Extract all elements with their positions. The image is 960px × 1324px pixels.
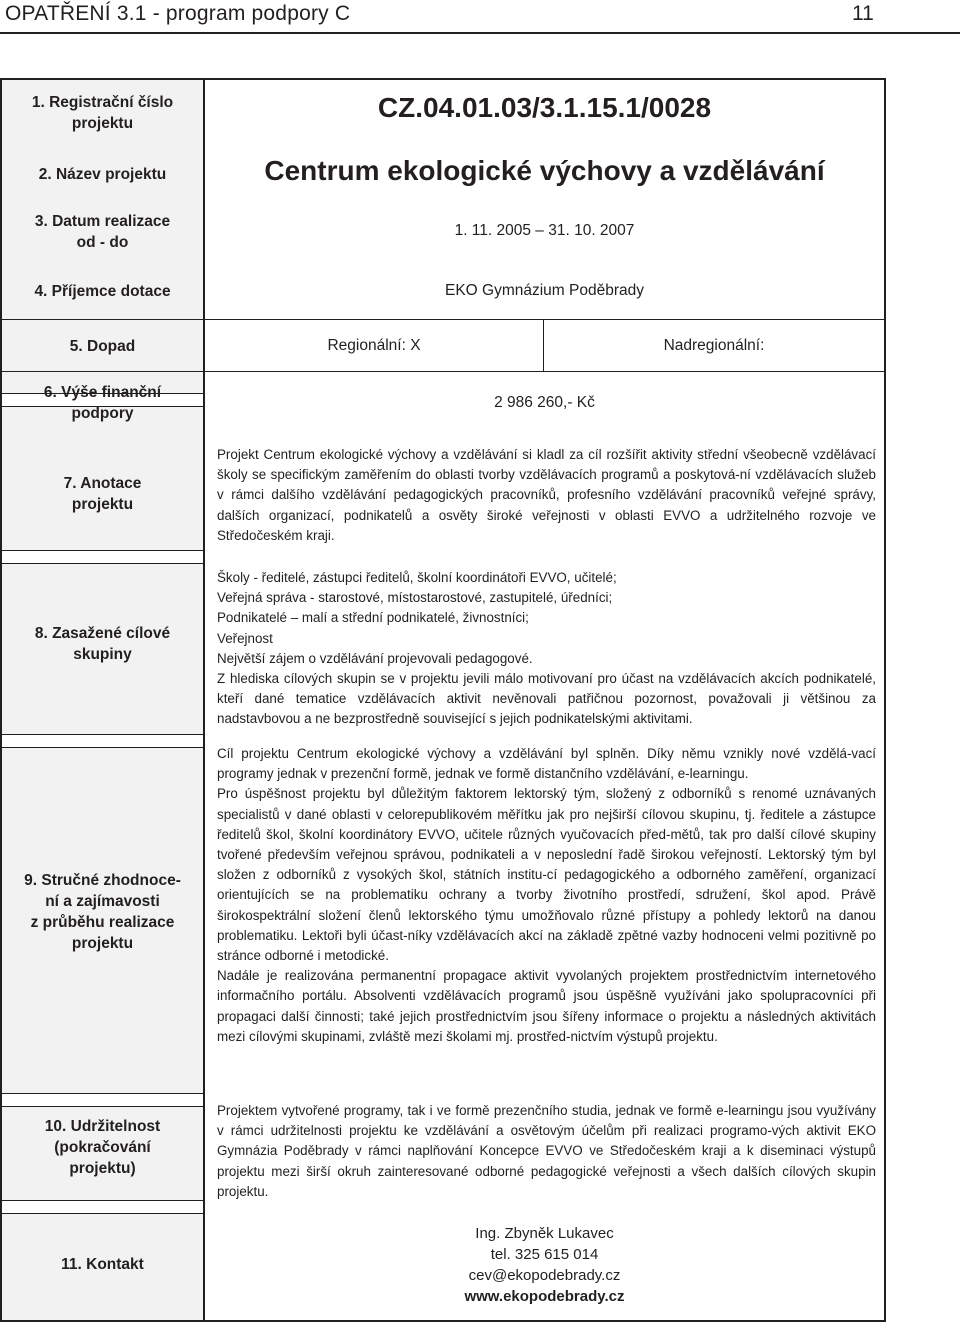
label-line: z průběhu realizace <box>30 914 175 931</box>
label-line: projektu <box>71 935 134 952</box>
contact-phone: tel. 325 615 014 <box>490 1246 599 1263</box>
label-separator <box>2 1093 203 1107</box>
label-line: 6. Výše finanční <box>43 384 162 401</box>
label-line: 3. Datum realizace <box>34 213 171 230</box>
label-evaluation <box>2 870 203 954</box>
funding-amount: 2 986 260,- Kč <box>494 394 595 411</box>
label-line: 5. Dopad <box>69 338 136 355</box>
row-divider <box>2 371 884 372</box>
page-header <box>0 0 960 32</box>
project-table <box>0 78 886 1322</box>
label-separator <box>2 550 203 564</box>
contact-website[interactable]: www.ekopodebrady.cz <box>464 1288 625 1305</box>
label-line: 2. Název projektu <box>38 166 167 183</box>
label-annotation <box>2 473 203 515</box>
label-realization-dates <box>2 211 203 253</box>
label-line: ní a zajímavosti <box>45 893 160 910</box>
label-recipient <box>2 281 203 302</box>
label-line: skupiny <box>73 646 132 663</box>
sustainability-text <box>217 1101 876 1202</box>
label-registration-number <box>2 92 203 134</box>
label-line: 11. Kontakt <box>61 1256 144 1273</box>
page-number: 11 <box>852 2 874 25</box>
realization-dates: 1. 11. 2005 – 31. 10. 2007 <box>454 222 635 239</box>
impact-regional: Regionální: X <box>327 337 421 354</box>
label-column <box>2 80 205 1320</box>
label-separator <box>2 734 203 748</box>
label-line: projektu) <box>69 1160 136 1177</box>
paragraph: Nadále je realizována permanentní propagace aktivit vyvolaných projektem prostřednictvím internetového informačního portálu. Absolventi vzdělávacích programů jsou úspěšně využíváni jako spolupracovníci při propagaci další činnosti; také jejich prostřednictvím jsou šířeny informace o projektu a následných aktivitách mezi cílovými skupinami, zvláště mezi školami mj. prostřed-nictvím výstupů projektu. <box>217 968 876 1044</box>
label-line: 8. Zasažené cílové <box>34 625 171 642</box>
label-line: 9. Stručné zhodnoce- <box>24 872 181 889</box>
impact-supraregional: Nadregionální: <box>663 337 765 354</box>
annotation-text <box>217 445 876 546</box>
paragraph: Veřejná správa - starostové, místostarostové, zastupitelé, úředníci; <box>217 590 613 606</box>
label-line: 7. Anotace <box>63 475 142 492</box>
label-line: (pokračování <box>54 1139 151 1156</box>
label-contact <box>2 1254 203 1275</box>
label-line: podpory <box>71 405 134 422</box>
label-line: 10. Udržitelnost <box>44 1118 161 1135</box>
label-line: projektu <box>71 496 134 513</box>
paragraph: Cíl projektu Centrum ekologické výchovy a vzdělávání byl splněn. Díky němu vznikly nové vzdělá-vací programy jednak v prezenční formě, jednak ve formě distančního vzdělávání, e-learningu. <box>217 746 876 782</box>
contact-block <box>205 1223 884 1307</box>
label-target-groups <box>2 623 203 665</box>
paragraph: Z hlediska cílových skupin se v projektu jevili málo motivovaní pro účast na vzdělávacích akcích podnikatelé, kteří dané tematice vzdělávacích aktivit nevěnovali patřičnou pozornost, považovali ji většinou za nadstavbovou a ne bezprostředně související s jejich podnikatelskými aktivitami. <box>217 671 876 727</box>
label-sustainability <box>2 1116 203 1179</box>
label-line: od - do <box>76 234 129 251</box>
label-funding <box>2 382 203 424</box>
label-separator <box>2 1200 203 1214</box>
paragraph: Projekt Centrum ekologické výchovy a vzdělávání si kladl za cíl rozšířit aktivity střední všeobecně vzdělávací školy se specifickým zaměřením do oblasti tvorby vzdělávacích programů a poskytová-ní vzdělávacích služeb v rámci dalšího vzdělávání pedagogických pracovníků, profesního vzdělávání pracovníků veřejné správy, dalších organizací, podnikatelů a osvěty široké veřejnosti v oblasti EVVO a udržitelného rozvoje ve Středočeském kraji. <box>217 447 876 543</box>
paragraph: Pro úspěšnost projektu byl důležitým faktorem lektorský tým, složený z odborníků s renomé uznávaných specialistů v dané oblasti v celorepublikovém měřítku jak pro nejširší cílovou skupinu, tj. ředitele a zástupce ředitelů škol, školní koordinátory EVVO, učitele různých vyučovacích před-mětů, tak pro další cílové skupiny tvořené především veřejnou správou, podnikateli a v neposlední řadě širokou veřejností. Lektorský tým byl složen z odborníků z vysokých škol, státních institu-cí pedagogického a odborného zaměření, organizací orientujících se na problematiku ochrany a tvorby životního prostředí, sdružení, škol apod. Právě širokospektrální složení členů lektorského týmu umožňovalo různé přístupy a pohledy lektorů na danou problematiku. Lektoři byli účast-níky vzdělávacích akcí na základě zpětné vazby hodnoceni velmi pozitivně po stránce odborné i metodické. <box>217 786 876 964</box>
row-divider <box>2 319 884 320</box>
paragraph: Největší zájem o vzdělávání projevovali pedagogové. <box>217 650 533 666</box>
evaluation-text <box>217 744 876 1047</box>
label-line: 4. Příjemce dotace <box>34 283 171 300</box>
registration-number: CZ.04.01.03/3.1.15.1/0028 <box>377 92 712 123</box>
contact-email[interactable]: cev@ekopodebrady.cz <box>468 1267 621 1284</box>
recipient: EKO Gymnázium Poděbrady <box>444 282 644 299</box>
header-divider <box>0 32 960 34</box>
label-impact <box>2 336 203 357</box>
contact-name: Ing. Zbyněk Lukavec <box>475 1225 614 1242</box>
paragraph: Veřejnost <box>217 630 273 646</box>
label-line: projektu <box>71 115 134 132</box>
target-groups-text <box>217 568 876 730</box>
paragraph: Projektem vytvořené programy, tak i ve formě prezenčního studia, jednak ve formě e-learningu jsou využívány v rámci udržitelnosti projektu ke vzdělávání a osvětovým účelům při realizaci programo-vých aktivit EKO Gymnázia Poděbrady v rámci naplňování Koncepce EVVO ve Středočeském kraji a k diseminaci výstupů projektu mezi širší okruh zainteresované odborné pedagogické veřejnosti a všech dalších cílových skupin projektu. <box>217 1103 876 1199</box>
paragraph: Školy - ředitelé, zástupci ředitelů, školní koordinátoři EVVO, učitelé; <box>217 570 617 585</box>
label-line: 1. Registrační číslo <box>31 94 174 111</box>
paragraph: Podnikatelé – malí a střední podnikatelé, živnostníci; <box>217 610 529 626</box>
label-project-name <box>2 164 203 185</box>
page-title: OPATŘENÍ 3.1 - program podpory C <box>5 2 351 25</box>
project-name: Centrum ekologické výchovy a vzdělávání <box>264 155 825 186</box>
